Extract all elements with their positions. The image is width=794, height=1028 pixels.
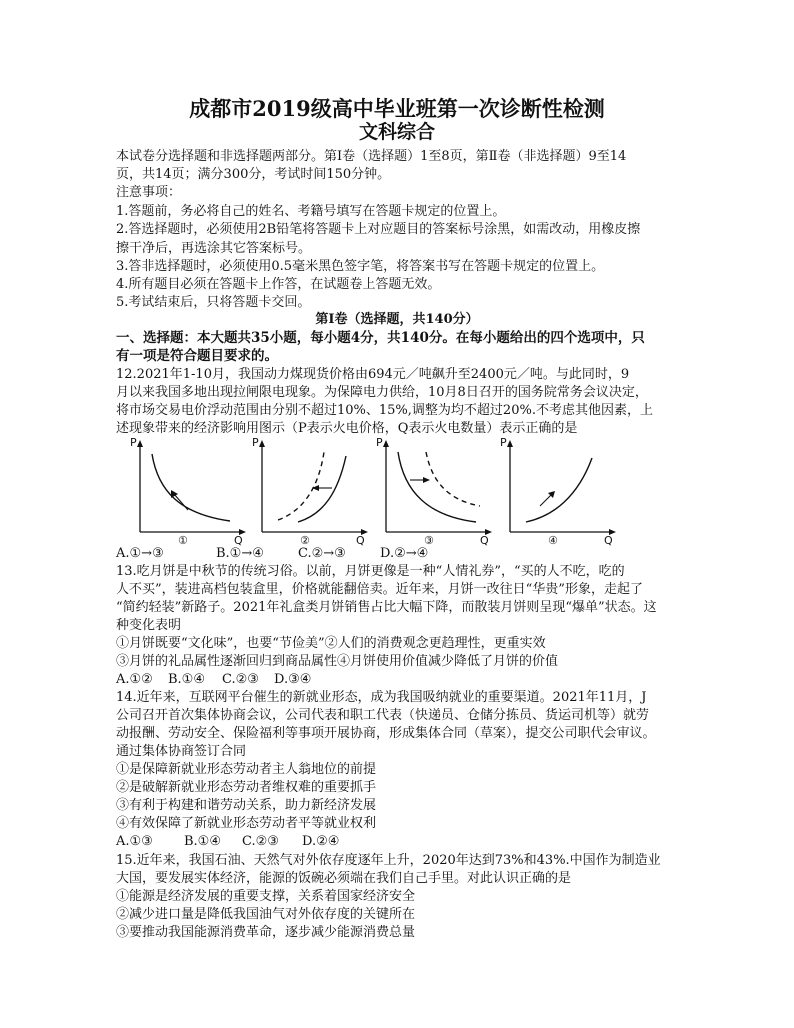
exam-subtitle: 文科综合 bbox=[358, 121, 435, 143]
intro-line: 本试卷分选择题和非选择题两部分。第Ⅰ卷（选择题）1至8页，第Ⅱ卷（非选择题）9至14 bbox=[116, 149, 627, 164]
section-instruction: 有一项是符合题目要求的。 bbox=[116, 348, 278, 364]
graph-1-y-arrow bbox=[137, 440, 143, 447]
graph-4 bbox=[500, 436, 624, 550]
graph-2 bbox=[252, 436, 376, 550]
q14-option-c[interactable]: C.②③ bbox=[242, 834, 279, 849]
q13-option-a[interactable]: A.①② bbox=[116, 672, 153, 687]
q14-option-a[interactable]: A.①③ bbox=[116, 834, 153, 849]
q15-statement: ①能源是经济发展的重要支撑，关系着国家经济安全 bbox=[116, 889, 416, 904]
q14-statement: ④有效保障了新就业形态劳动者平等就业权利 bbox=[116, 816, 377, 831]
graph-2-q-label: Q bbox=[356, 534, 365, 547]
q12-option-c[interactable]: C.②→③ bbox=[298, 546, 346, 561]
graph-4-curve bbox=[526, 458, 592, 522]
q13-option-c[interactable]: C.②③ bbox=[222, 672, 259, 687]
q14-stem: 通过集体协商签订合同 bbox=[116, 744, 247, 759]
notes-heading: 注意事项： bbox=[116, 185, 182, 200]
q14-statement: ②是破解新就业形态劳动者维权难的重要抓手 bbox=[116, 780, 377, 795]
q14-stem: 公司召开首次集体协商会议，公司代表和职工代表（快递员、仓储分拣员、货运司机等）就劳 bbox=[116, 708, 650, 723]
q13-stem: “简约轻装”新路子。2021年礼盒类月饼销售占比大幅下降，而散装月饼则呈现“爆单”状态。这 bbox=[116, 600, 657, 615]
graph-4-y-arrow bbox=[507, 440, 513, 447]
section-instruction: 一、选择题：本大题共35小题，每小题4分，共140分。在每小题给出的四个选项中，只 bbox=[116, 330, 645, 346]
q13-options bbox=[116, 671, 311, 689]
q13-statement: ③月饼的礼品属性逐渐回归到商品属性④月饼使用价值减少降低了月饼的价值 bbox=[116, 654, 559, 669]
graph-4-p-label: P bbox=[500, 436, 507, 449]
q14-option-b[interactable]: B.①④ bbox=[184, 834, 221, 849]
graph-3-shift-arrowhead bbox=[423, 477, 430, 483]
graph-2-y-arrow bbox=[259, 440, 265, 447]
q13-stem: 人不买”，装进高档包装盒里，价格就能翻倍卖。近年来，月饼一改往日“华贵”形象，走起了 bbox=[116, 582, 643, 597]
q14-option-d[interactable]: D.②④ bbox=[302, 834, 340, 849]
graph-4-shift-arrow bbox=[540, 494, 552, 506]
part1-heading: 第Ⅰ卷（选择题，共140分） bbox=[315, 312, 479, 327]
q12-option-a[interactable]: A.①→③ bbox=[116, 546, 164, 561]
q14-stem: 14.近年来，互联网平台催生的新就业形态，成为我国吸纳就业的重要渠道。2021年11月，J bbox=[116, 690, 647, 705]
graph-2-solid-curve bbox=[298, 456, 346, 522]
graph-3 bbox=[376, 436, 500, 550]
graph-3-p-label: P bbox=[376, 436, 383, 449]
q12-stem: 将市场交易电价浮动范围由分别不超过10%、15%,调整为均不超过20%.不考虑其他因素，上 bbox=[116, 403, 653, 418]
graph-2-number: ② bbox=[300, 534, 310, 547]
intro-line: 页，共14页；满分300分，考试时间150分钟。 bbox=[116, 167, 391, 182]
graph-1-number: ① bbox=[178, 534, 188, 547]
graph-1-q-label: Q bbox=[234, 534, 243, 547]
note-line: 3.答非选择题时，必须使用0.5毫米黑色签字笔，将答案书写在答题卡规定的位置上。 bbox=[116, 259, 605, 274]
exam-title: 成都市2019级高中毕业班第一次诊断性检测 bbox=[189, 96, 605, 121]
note-line: 擦干净后，再选涂其它答案标号。 bbox=[116, 241, 312, 256]
q14-stem: 动报酬、劳动安全、保险福利等事项开展协商，形成集体合同（草案），提交公司职代会审议。 bbox=[116, 726, 656, 741]
q14-statement: ③有利于构建和谐劳动关系，助力新经济发展 bbox=[116, 798, 377, 813]
q15-statement: ③要推动我国能源消费革命，逐步减少能源消费总量 bbox=[116, 925, 416, 940]
graph-3-q-label: Q bbox=[480, 534, 489, 547]
q12-stem: 12.2021年1-10月，我国动力煤现货价格由694元／吨飙升至2400元／吨。与此同时，9 bbox=[116, 367, 630, 382]
graph-3-solid-curve bbox=[398, 452, 476, 522]
note-line: 1.答题前，务必将自己的姓名、考籍号填写在答题卡规定的位置上。 bbox=[116, 204, 506, 219]
q15-stem: 15.近年来，我国石油、天然气对外依存度逐年上升，2020年达到73%和43%.中国作为制造业 bbox=[116, 853, 661, 868]
q12-option-d[interactable]: D.②→④ bbox=[380, 546, 429, 561]
q13-stem: 13.吃月饼是中秋节的传统习俗。以前，月饼更像是一种“人情礼券”，“买的人不吃，吃的 bbox=[116, 564, 625, 579]
graph-1 bbox=[130, 436, 254, 550]
q12-stem: 述现象带来的经济影响用图示（P表示火电价格，Q表示火电数量）表示正确的是 bbox=[116, 421, 578, 436]
q15-statement: ②减少进口量是降低我国油气对外依存度的关键所在 bbox=[116, 907, 416, 922]
graph-1-shift-arrow bbox=[174, 494, 188, 510]
q13-statement: ①月饼既要“文化味”，也要“节俭美”②人们的消费观念更趋理性，更重实效 bbox=[116, 636, 546, 651]
q15-stem: 大国，要发展实体经济，能源的饭碗必须端在我们自己手里。对此认识正确的是 bbox=[116, 871, 572, 886]
q13-stem: 种变化表明 bbox=[116, 618, 182, 633]
graph-4-number: ④ bbox=[548, 534, 558, 547]
note-line: 5.考试结束后，只将答题卡交回。 bbox=[116, 295, 311, 310]
graph-1-p-label: P bbox=[130, 436, 137, 449]
graph-2-p-label: P bbox=[252, 436, 259, 449]
q12-option-b[interactable]: B.①→④ bbox=[216, 546, 264, 561]
graph-3-y-arrow bbox=[383, 440, 389, 447]
graph-3-dashed-curve bbox=[426, 452, 480, 506]
q14-options bbox=[116, 833, 339, 851]
graph-1-curve bbox=[152, 454, 230, 521]
q12-stem: 月以来我国多地出现拉闸限电现象。为保障电力供给，10月8日召开的国务院常务会议决定， bbox=[116, 385, 648, 400]
note-line: 4.所有题目必须在答题卡上作答，在试题卷上答题无效。 bbox=[116, 277, 441, 292]
q13-option-b[interactable]: B.①④ bbox=[168, 672, 205, 687]
q14-statement: ①是保障新就业形态劳动者主人翁地位的前提 bbox=[116, 762, 377, 777]
graph-4-q-label: Q bbox=[604, 534, 613, 547]
graph-2-shift-arrowhead bbox=[312, 485, 319, 491]
graph-3-number: ③ bbox=[424, 534, 434, 547]
q12-options bbox=[116, 545, 428, 563]
note-line: 2.答选择题时，必须使用2B铅笔将答题卡上对应题目的答案标号涂黑，如需改动，用橡皮擦 bbox=[116, 222, 641, 237]
q13-option-d[interactable]: D.③④ bbox=[274, 672, 312, 687]
